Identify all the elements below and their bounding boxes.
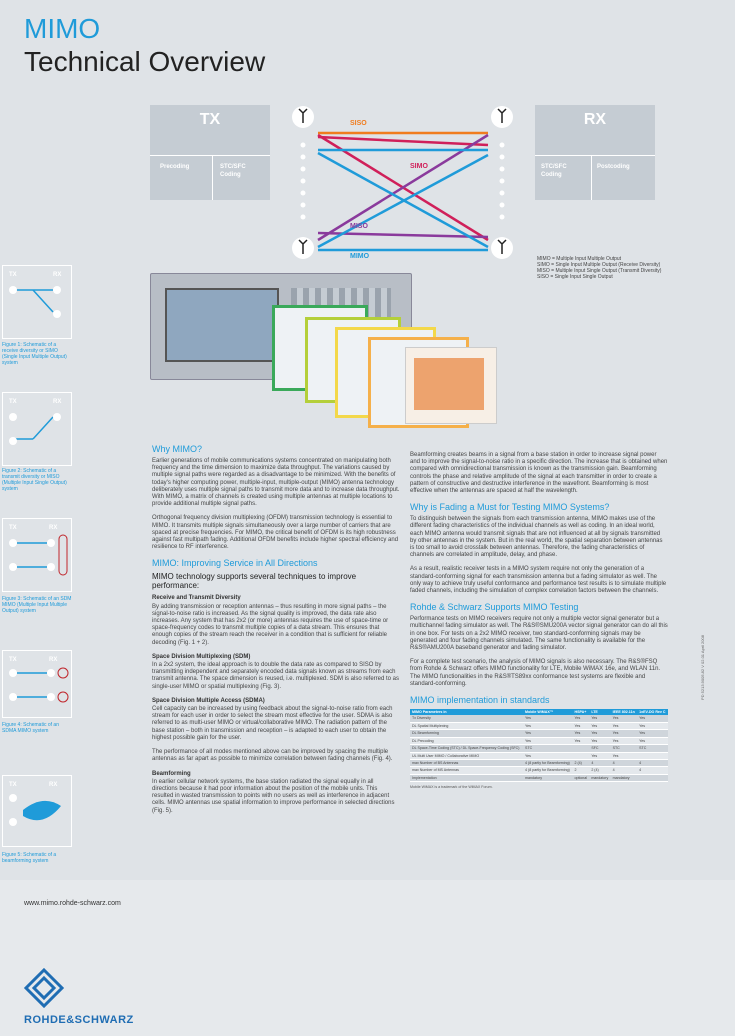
table-cell: Yes xyxy=(589,737,610,744)
title-mimo: MIMO xyxy=(24,13,101,44)
figure-2-caption: Figure 2: Schematic of a transmit diversity or MISO (Multiple Input Single Output) system xyxy=(2,468,67,492)
table-cell: DL Precoding xyxy=(410,737,523,744)
logo-text: ROHDE&SCHWARZ xyxy=(24,1014,134,1026)
table-row xyxy=(410,774,668,781)
figure-4-caption: Figure 4: Schematic of an SDMA MIMO system xyxy=(2,722,59,734)
svg-text:TX: TX xyxy=(9,782,17,788)
paragraph-diversity: By adding transmission or reception antennas – thus resulting in more signal paths – the signal-to-noise ratio is increased. As the signal quality is improved, the data rate also increases. Any system that has 2x2 (or more) antennas requires the use of space-time or space-frequency codes to transmit multiple copies of a data stream. This ensures that enough copies of the stream reach the receiver in a condition that is sufficient for reliable decoding (Fig. 1 + 2). xyxy=(152,603,389,646)
table-header-cell: Mobile WiMAX™ xyxy=(523,709,572,715)
paragraph-rs-1: Performance tests on MIMO receivers require not only a multiple vector signal generator but a multichannel fading simulator as well. The R&S®SMU200A vector signal generator can do all this in one box. For tests on a 2x2 MIMO receiver, two standard-conforming signals may be generated and four fading channels simulated. The same functionality is available for the R&S®AMU200A baseband generator and fading simulator. xyxy=(410,616,668,652)
heading-implementation: MIMO implementation in standards xyxy=(410,695,550,706)
table-cell: DL Beamforming xyxy=(410,730,523,737)
table-note: Mobile WiMAX is a trademark of the WiMAX Forum. xyxy=(410,785,493,790)
table-cell: 4 xyxy=(611,759,638,766)
paragraph-performance: The performance of all modes mentioned above can be improved by spacing the multiple antennas as far apart as possible to minimize correlation between fading channels (Fig. 4). xyxy=(152,749,393,763)
table-cell: Yes xyxy=(523,715,572,722)
standards-table xyxy=(410,709,668,782)
heading-beamforming: Beamforming xyxy=(152,770,191,777)
table-cell: STC xyxy=(523,745,572,752)
paragraph-rs-2: For a complete test scenario, the analysis of MIMO signals is also necessary. The R&S®FSQ from Rohde & Schwarz offers MIMO functionality for LTE, Mobile WiMAX 16e, and WLAN 11n. The MIMO functionalities in the R&S®TS89xx conformance test systems are flexible and standard-conforming. xyxy=(410,659,661,687)
table-row xyxy=(410,745,668,752)
table-cell: mandatory xyxy=(611,774,638,781)
table-row xyxy=(410,737,668,744)
table-cell: Yes xyxy=(523,752,572,759)
table-cell: Yes xyxy=(637,730,668,737)
website-link[interactable]: www.mimo.rohde-schwarz.com xyxy=(24,900,121,907)
svg-text:RX: RX xyxy=(49,525,58,531)
svg-text:RX: RX xyxy=(53,272,62,278)
svg-text:TX: TX xyxy=(9,399,17,405)
table-header-cell: MIMO Parameters in xyxy=(410,709,523,715)
paragraph-sdma: Cell capacity can be increased by using feedback about the signal-to-noise ratio from each stream for each user in order to select the stream most effective for the user. SDMA is also referred to as multi-user MIMO or virtual/collaborative MIMO. The radiation pattern of the base station – both in transmission and reception – is adapted to each user to obtain the highest possible gain for the user. xyxy=(152,706,393,741)
tx-coding: STC/SFC Coding xyxy=(220,164,246,178)
abbreviation-legend xyxy=(537,256,661,280)
table-row xyxy=(410,722,668,729)
heading-improving-service: MIMO: Improving Service in All Directions xyxy=(152,558,318,569)
table-cell: Tx Diversity xyxy=(410,715,523,722)
label-mimo: MIMO xyxy=(350,253,370,260)
paragraph-fading-1: To distinguish between the signals from each transmission antenna, MIMO makes use of the different fading characteristics of the individual channels as well as coding. In an ideal world, each MIMO antenna would transmit signals that are not influenced at all by signals transmitted by other antennas in the system. But in the real world, the spatial separation between antennas is too small to avoid crosstalk between antennas. Therefore, the fading characteristics of channels are correlated in amplitude, delay, and phase. xyxy=(410,516,663,559)
table-cell: 4 xyxy=(611,767,638,774)
figure-5-caption: Figure 5: Schematic of a beamforming system xyxy=(2,852,57,864)
table-cell: 4 xyxy=(637,759,668,766)
table-cell: max Number of BS Antennas xyxy=(410,759,523,766)
tx-label: TX xyxy=(199,111,221,128)
table-cell: 2 xyxy=(572,767,589,774)
text-column-right xyxy=(410,452,668,791)
table-cell: Yes xyxy=(589,752,610,759)
document-code: PD 5213.9005.82 V 02.01 April 2008 xyxy=(700,635,705,700)
table-cell: max Number of MS Antennas xyxy=(410,767,523,774)
subheading-techniques: MIMO technology supports several techniques to improve performance: xyxy=(152,572,357,591)
table-header-cell: IEEE 802.11n xyxy=(611,709,638,715)
table-cell: Yes xyxy=(611,737,638,744)
figure-5 xyxy=(2,775,72,847)
tx-precoding: Precoding xyxy=(160,164,190,170)
svg-text:RX: RX xyxy=(49,782,58,788)
svg-text:TX: TX xyxy=(9,657,17,663)
paragraph-fading-2: As a result, realistic receiver tests in a MIMO system require not only the generation of a standard-conforming signal for each transmission antenna but a fading simulator as well. The only way to achieve truly useful conformance and performance test results is to simulate multiple faded channels, including the simulation of complex correlation factors between the channels. xyxy=(410,566,667,595)
table-cell: Yes xyxy=(572,730,589,737)
svg-text:TX: TX xyxy=(9,272,17,278)
label-siso: SISO xyxy=(350,120,367,127)
legend-mimo: MIMO = Multiple Input Multiple Output xyxy=(537,256,622,262)
paragraph-beamforming: In earlier cellular network systems, the base station radiated the signal equally in all directions because it had poor information about the position of the mobile units. This resulted in wasted transmission to points with no users as well as interference in adjacent cells. MIMO antennas use spatial information to improve performance in selected directions (Fig. 5). xyxy=(152,778,395,814)
table-cell: 4 xyxy=(589,759,610,766)
table-cell: 4 (8 partly for Beamforming) xyxy=(523,767,572,774)
signal-paths xyxy=(0,95,735,275)
table-cell: STC xyxy=(611,745,638,752)
text-column-left xyxy=(152,438,400,822)
table-cell: Yes xyxy=(572,722,589,729)
heading-sdm: Space Division Multiplexing (SDM) xyxy=(152,653,251,660)
paragraph-beamforming-cont: Beamforming creates beams in a signal from a base station in order to increase signal power and to improve the signal-to-noise ratio in a specific direction. The increase that is obtained when compared with omnidirectional transmission is known as the transmission gain. Beamforming controls the phase and relative amplitude of the signal at each transmitter in order to create a pattern of constructive and destructive interference in the wavefront. Beamforming is most effective when the antennas are spaced at half the wavelength. xyxy=(410,452,668,495)
table-cell xyxy=(572,745,589,752)
heading-why-mimo: Why MIMO? xyxy=(152,444,203,454)
table-cell: Yes xyxy=(523,722,572,729)
paragraph-sdm: In a 2x2 system, the ideal approach is to double the data rate as compared to SISO by transmitting independent and separately encoded data signals known as streams from each transmit antenna. The space dimension is reused, i.e. multiplexed. SDM is also referred to as single-user MIMO or spatial multiplexing (Fig. 3). xyxy=(152,662,400,690)
simo-path-2 xyxy=(318,137,488,145)
table-body xyxy=(410,715,668,781)
figure-2 xyxy=(2,392,72,466)
table-header-cell: LTE xyxy=(589,709,610,715)
paragraph-ofdm: Orthogonal frequency division multiplexing (OFDM) transmission technology is essential to MIMO. It transmits multiple signals simultaneously over a large number of carriers that are spaced at precise frequencies. For MIMO, the critical benefit of OFDM is its high robustness against fast multipath fading. Additional OFDM benefits include higher spectral efficiency and resilience to RF interference. xyxy=(152,515,399,551)
heading-diversity: Receive and Transmit Diversity xyxy=(152,595,241,602)
table-row xyxy=(410,752,668,759)
table-cell: Yes xyxy=(589,722,610,729)
table-cell: Implementation xyxy=(410,774,523,781)
table-cell: Yes xyxy=(637,722,668,729)
legend-simo: SIMO = Single Input Multiple Output (Receive Diversity) xyxy=(537,262,661,268)
table-cell: 2 (4) xyxy=(572,759,589,766)
table-cell xyxy=(637,752,668,759)
table-cell: STC xyxy=(637,745,668,752)
table-cell: Yes xyxy=(611,730,638,737)
table-cell: 4 (8 partly for Beamforming) xyxy=(523,759,572,766)
heading-fading: Why is Fading a Must for Testing MIMO Systems? xyxy=(410,502,610,513)
table-cell: Yes xyxy=(589,715,610,722)
table-cell: UL Multi User MIMO / Collaborative MIMO xyxy=(410,752,523,759)
table-cell: Yes xyxy=(572,737,589,744)
table-header-cell: 1xEV-DO Rev C xyxy=(637,709,668,715)
table-cell: Yes xyxy=(572,715,589,722)
heading-rs-support: Rohde & Schwarz Supports MIMO Testing xyxy=(410,602,579,613)
table-row xyxy=(410,730,668,737)
table-cell: mandatory xyxy=(523,774,572,781)
table-cell: Yes xyxy=(611,715,638,722)
table-cell: Yes xyxy=(523,730,572,737)
rohde-schwarz-logo-icon xyxy=(24,968,64,1008)
figure-3 xyxy=(2,518,72,592)
table-cell: SFC xyxy=(589,745,610,752)
figure-3-caption: Figure 3: Schematic of an SDM MIMO (Multiple Input Multiple Output) system xyxy=(2,596,72,614)
table-header-cell: HSPA+ xyxy=(572,709,589,715)
table-cell: Yes xyxy=(523,737,572,744)
table-cell: Yes xyxy=(589,730,610,737)
label-simo: SIMO xyxy=(410,163,428,170)
table-row xyxy=(410,767,668,774)
figure-4 xyxy=(2,650,72,718)
rx-coding: STC/SFC Coding xyxy=(541,164,567,178)
legend-siso: SISO = Single Input Single Output xyxy=(537,274,613,280)
table-cell xyxy=(572,752,589,759)
table-cell xyxy=(637,774,668,781)
table-cell: Yes xyxy=(611,722,638,729)
svg-text:RX: RX xyxy=(49,657,58,663)
table-row xyxy=(410,759,668,766)
table-cell: 4 xyxy=(637,767,668,774)
svg-text:RX: RX xyxy=(53,399,62,405)
table-cell: Yes xyxy=(637,737,668,744)
legend-miso: MISO = Multiple Input Single Output (Transmit Diversity) xyxy=(537,268,662,274)
table-cell: Yes xyxy=(611,752,638,759)
figure-1 xyxy=(2,265,72,339)
heading-sdma: Space Division Multiple Access (SDMA) xyxy=(152,697,265,704)
svg-text:TX: TX xyxy=(9,525,17,531)
rx-label: RX xyxy=(583,111,607,128)
table-cell: Yes xyxy=(637,715,668,722)
table-cell: DL Spatial Multiplexing xyxy=(410,722,523,729)
label-miso: MISO xyxy=(350,223,368,230)
table-cell: 2 (4) xyxy=(589,767,610,774)
table-cell: DL Space-Time Coding (STC) / DL Space-Frequency Coding (SFC) xyxy=(410,745,523,752)
table-cell: mandatory xyxy=(589,774,610,781)
table-cell: optional xyxy=(572,774,589,781)
rx-postcoding: Postcoding xyxy=(597,164,630,170)
table-row xyxy=(410,715,668,722)
title-technical-overview: Technical Overview xyxy=(24,46,266,77)
figure-1-caption: Figure 1: Schematic of a receive diversity or SIMO (Single Input Multiple Output) system xyxy=(2,342,67,366)
paragraph-intro: Earlier generations of mobile communications systems concentrated on manipulating both frequency and the time dimension to maximize data throughput. The variations caused by multiple signal paths were regarded as a disadvantage to be minimized. With the benefits of today's higher computing power, multiple-input, multiple-output (MIMO) antenna technology deliberately uses multiple signal paths to transmit more data and to increase data throughput. With MIMO, a matrix of channels is created using multiple antennas at multiple locations to provide additional multiple signal paths. xyxy=(152,458,400,508)
